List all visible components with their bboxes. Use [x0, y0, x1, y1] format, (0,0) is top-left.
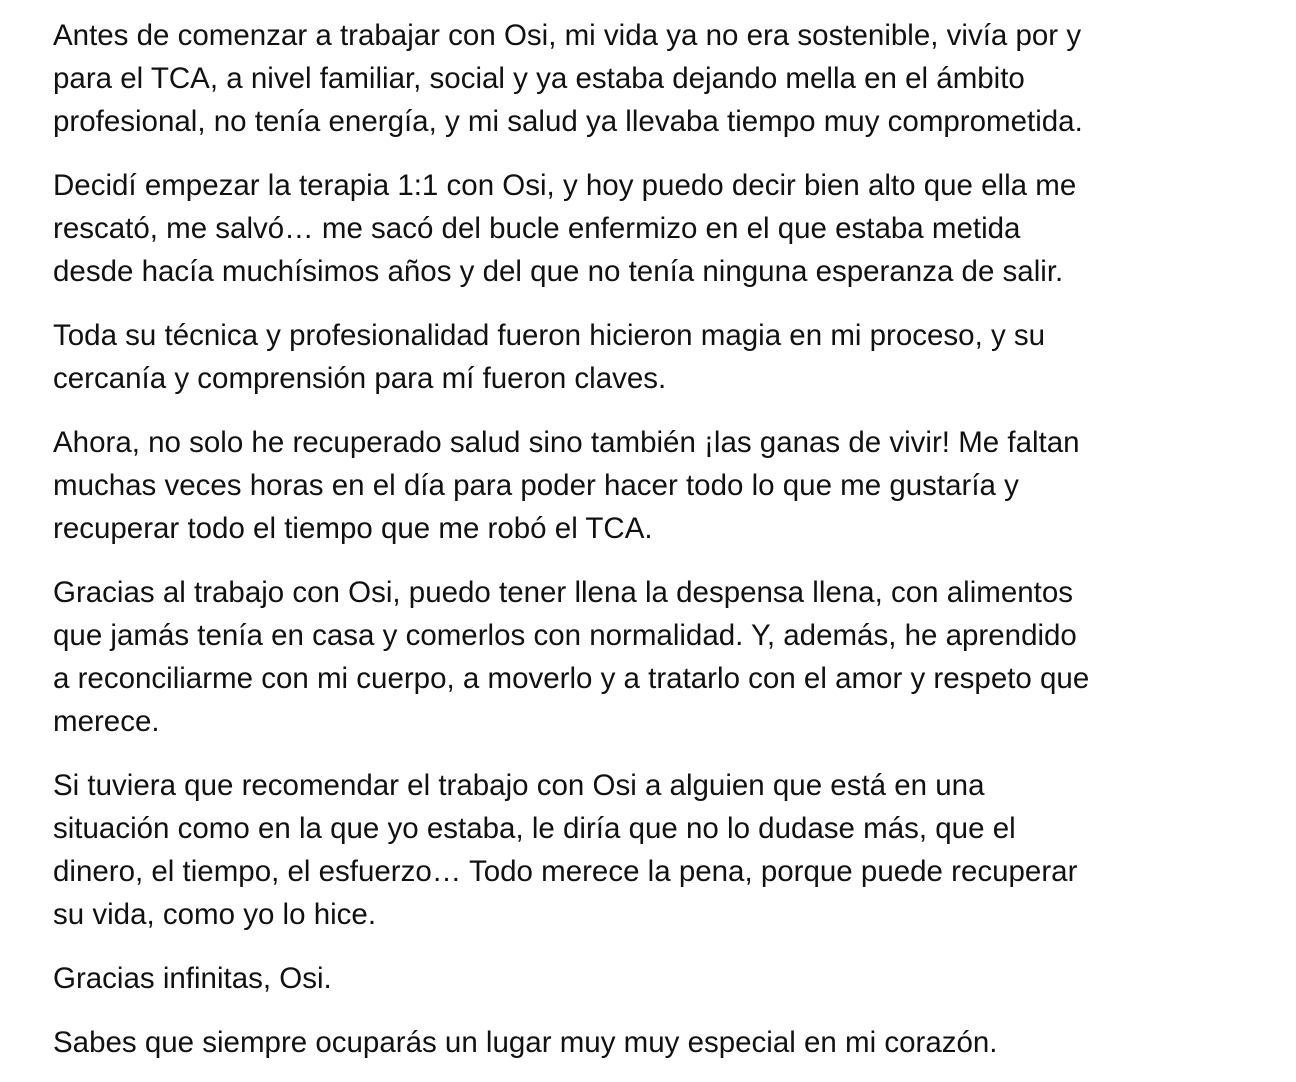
line: Decidí empezar la terapia 1:1 con Osi, y hoy puedo decir bien alto que ella me: [53, 169, 1077, 202]
line: profesional, no tenía energía, y mi salud ya llevaba tiempo muy comprometida.: [53, 105, 1083, 138]
line: Sabes que siempre ocuparás un lugar muy muy especial en mi corazón.: [53, 1026, 998, 1059]
paragraph-6: [53, 764, 1278, 936]
paragraph-3: [53, 314, 1278, 400]
line: Gracias infinitas, Osi.: [53, 962, 332, 995]
line: situación como en la que yo estaba, le diría que no lo dudase más, que el: [53, 812, 1016, 845]
line: cercanía y comprensión para mí fueron claves.: [53, 362, 667, 395]
line: que jamás tenía en casa y comerlos con normalidad. Y, además, he aprendido: [53, 619, 1077, 652]
line: Ahora, no solo he recuperado salud sino también ¡las ganas de vivir! Me faltan: [53, 426, 1080, 459]
line: a reconciliarme con mi cuerpo, a moverlo y a tratarlo con el amor y respeto que: [53, 662, 1090, 695]
paragraph-5: [53, 571, 1278, 743]
line: recuperar todo el tiempo que me robó el TCA.: [53, 512, 653, 545]
line: rescató, me salvó… me sacó del bucle enfermizo en el que estaba metida: [53, 212, 1021, 245]
paragraph-2: [53, 164, 1278, 293]
line: Gracias al trabajo con Osi, puedo tener llena la despensa llena, con alimentos: [53, 576, 1073, 609]
testimonial-text: [53, 14, 1278, 1064]
line: dinero, el tiempo, el esfuerzo… Todo merece la pena, porque puede recuperar: [53, 855, 1078, 888]
paragraph-8: [53, 1021, 1278, 1064]
line: desde hacía muchísimos años y del que no tenía ninguna esperanza de salir.: [53, 255, 1064, 288]
line: para el TCA, a nivel familiar, social y ya estaba dejando mella en el ámbito: [53, 62, 1025, 95]
line: muchas veces horas en el día para poder hacer todo lo que me gustaría y: [53, 469, 1019, 502]
paragraph-7: [53, 957, 1278, 1000]
paragraph-4: [53, 421, 1278, 550]
paragraph-1: [53, 14, 1278, 143]
line: su vida, como yo lo hice.: [53, 898, 377, 931]
line: Si tuviera que recomendar el trabajo con Osi a alguien que está en una: [53, 769, 985, 802]
line: Toda su técnica y profesionalidad fueron hicieron magia en mi proceso, y su: [53, 319, 1046, 352]
line: merece.: [53, 705, 160, 738]
line: Antes de comenzar a trabajar con Osi, mi vida ya no era sostenible, vivía por y: [53, 19, 1082, 52]
